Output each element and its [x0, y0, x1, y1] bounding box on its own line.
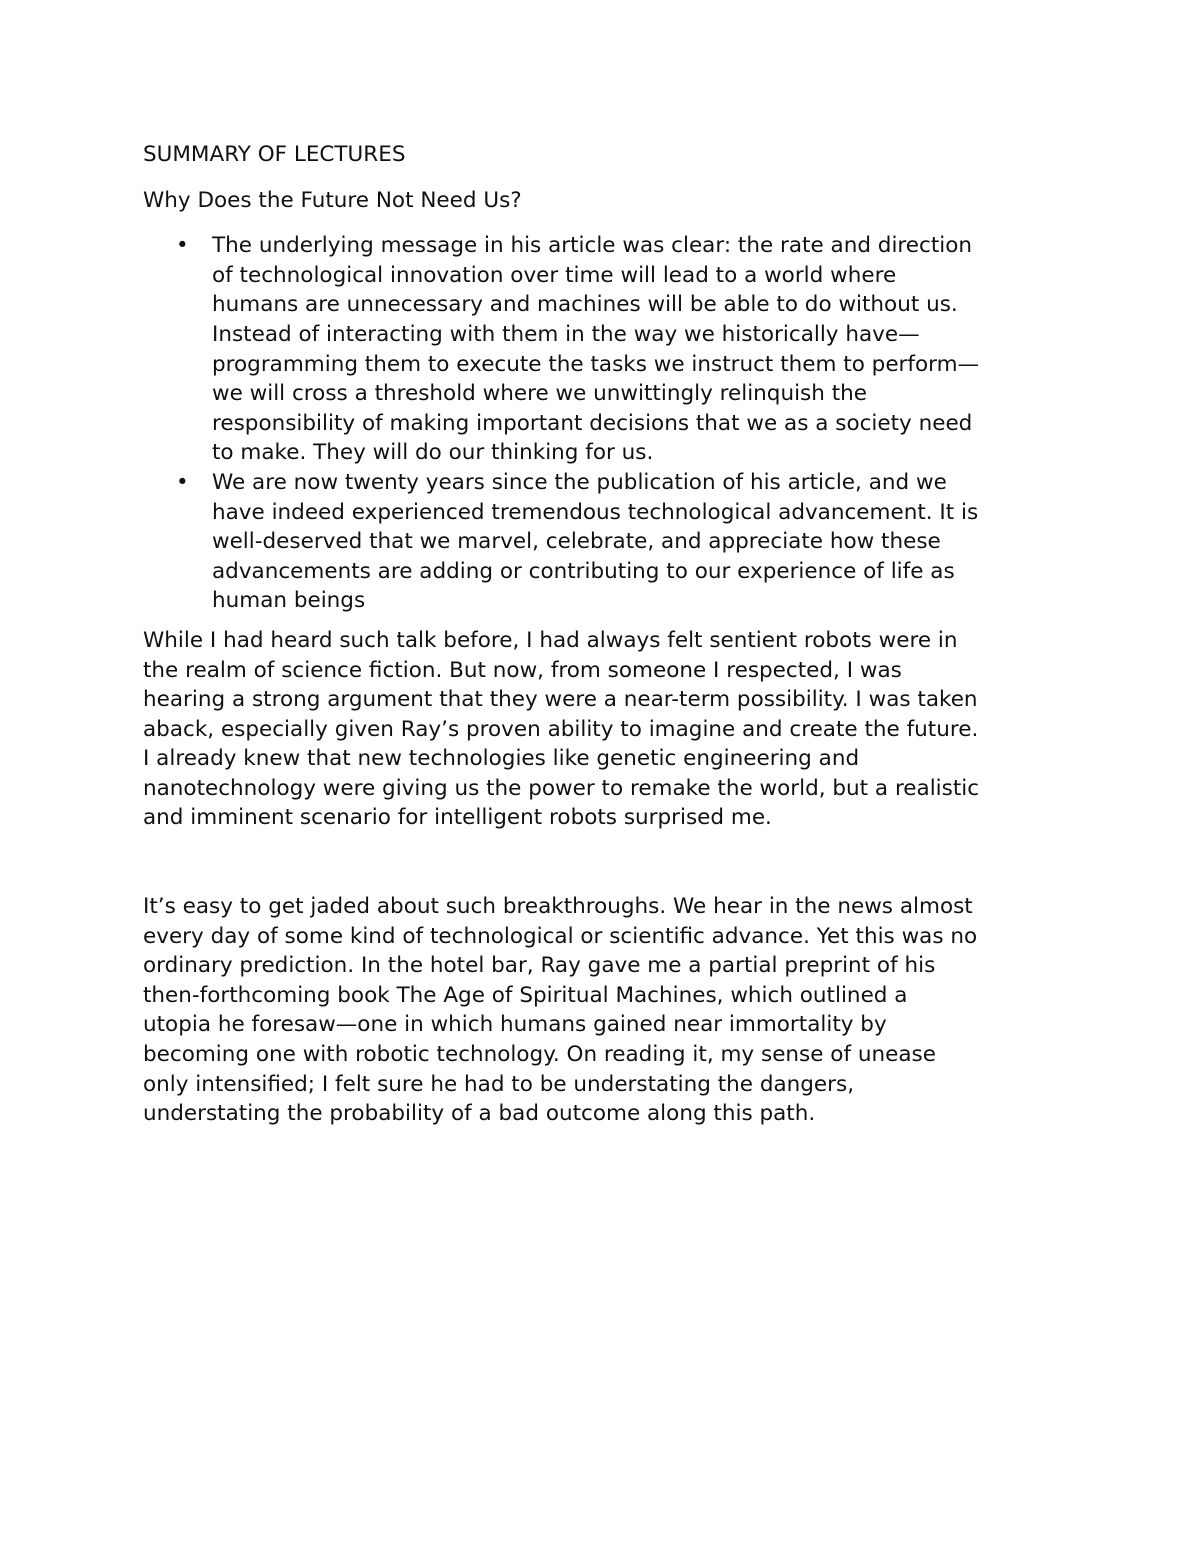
bullet-item-1	[143, 231, 1073, 468]
bullet-icon: •	[176, 233, 189, 259]
text-line: nanotechnology were giving us the power to remake the world, but a realistic	[143, 775, 980, 801]
text-line: The underlying message in his article was clear: the rate and direction	[212, 233, 973, 259]
text-line: It’s easy to get jaded about such breakthroughs. We hear in the news almost	[143, 894, 973, 920]
text-line: ordinary prediction. In the hotel bar, Ray gave me a partial preprint of his	[143, 953, 936, 979]
text-line: advancements are adding or contributing to our experience of life as	[212, 558, 955, 584]
document-subtitle: Why Does the Future Not Need Us?	[143, 187, 522, 213]
bullet-icon: •	[176, 469, 189, 495]
text-line: only intensified; I felt sure he had to be understating the dangers,	[143, 1071, 855, 1097]
text-line: well-deserved that we marvel, celebrate, and appreciate how these	[212, 529, 941, 555]
text-line: programming them to execute the tasks we instruct them to perform—	[212, 351, 980, 377]
text-line: humans are unnecessary and machines will be able to do without us.	[212, 292, 958, 318]
text-line: understating the probability of a bad outcome along this path.	[143, 1101, 816, 1127]
text-line: have indeed experienced tremendous technological advancement. It is	[212, 499, 979, 525]
text-line: we will cross a threshold where we unwittingly relinquish the	[212, 381, 867, 407]
document-title: SUMMARY OF LECTURES	[143, 142, 406, 167]
text-line: Instead of interacting with them in the way we historically have—	[212, 321, 920, 347]
text-line: human beings	[212, 588, 366, 614]
text-line: the realm of science fiction. But now, from someone I respected, I was	[143, 657, 902, 683]
text-line: then-forthcoming book The Age of Spiritual Machines, which outlined a	[143, 982, 908, 1008]
text-line: While I had heard such talk before, I had always felt sentient robots were in	[143, 627, 958, 653]
text-line: responsibility of making important decisions that we as a society need	[212, 410, 973, 436]
body-paragraph-1	[143, 626, 1073, 833]
document-page	[143, 140, 1073, 1129]
text-line: becoming one with robotic technology. On reading it, my sense of unease	[143, 1042, 936, 1068]
text-line: We are now twenty years since the publication of his article, and we	[212, 469, 947, 495]
text-line: utopia he foresaw—one in which humans gained near immortality by	[143, 1012, 887, 1038]
text-line: and imminent scenario for intelligent robots surprised me.	[143, 805, 772, 831]
bullet-item-2	[143, 468, 1073, 616]
bullet-list	[143, 231, 1073, 616]
text-line: to make. They will do our thinking for us.	[212, 440, 654, 466]
paragraph-spacer	[143, 833, 1073, 892]
text-line: aback, especially given Ray’s proven ability to imagine and create the future.	[143, 716, 979, 742]
body-paragraph-2	[143, 892, 1073, 1129]
text-line: of technological innovation over time will lead to a world where	[212, 262, 897, 288]
text-line: I already knew that new technologies like genetic engineering and	[143, 746, 860, 772]
text-line: every day of some kind of technological or scientific advance. Yet this was no	[143, 923, 978, 949]
text-line: hearing a strong argument that they were a near-term possibility. I was taken	[143, 687, 978, 713]
